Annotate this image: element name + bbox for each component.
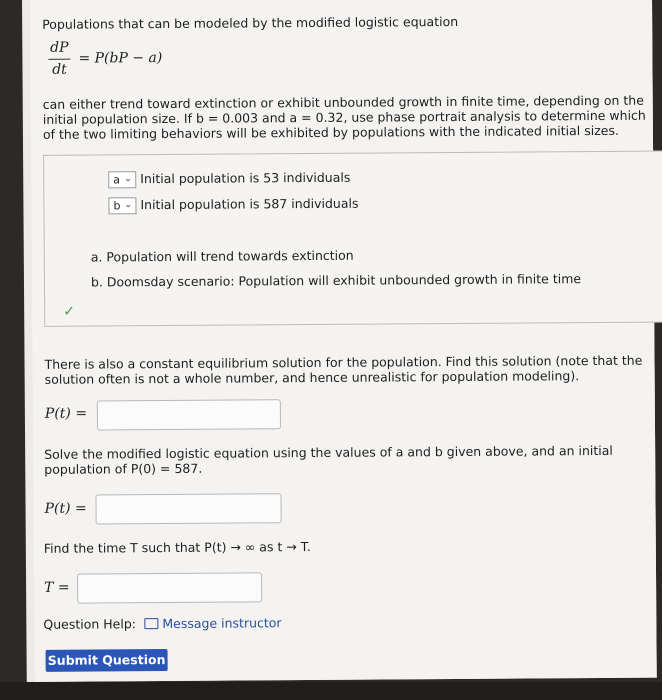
option-b: b. Doomsday scenario: Population will exhibit unbounded growth in finite time	[90, 271, 582, 290]
equilibrium-text-1: There is also a constant equilibrium solution for the population. Find this solution (note that the	[44, 352, 643, 372]
intro-paragraph-1: can either trend toward extinction or exhibit unbounded growth in finite time, depending on the	[42, 92, 644, 112]
time-input[interactable]	[77, 572, 262, 603]
eq-rhs: = P(bP − a)	[78, 50, 163, 67]
bottom-shadow	[0, 682, 662, 700]
solve-text-1: Solve the modified logistic equation using the values of a and b given above, and an initial	[44, 442, 613, 462]
solution-label: P(t) =	[44, 500, 87, 517]
submit-question-button[interactable]: Submit Question	[46, 649, 168, 672]
solve-text-2: population of P(0) = 587.	[44, 460, 203, 477]
question-help-label: Question Help:	[43, 616, 137, 632]
eq-denominator: dt	[52, 61, 67, 78]
equilibrium-input[interactable]	[97, 399, 281, 430]
time-label: T =	[44, 579, 70, 596]
match-select-1[interactable]	[108, 171, 136, 188]
intro-paragraph-3: of the two limiting behaviors will be exhibited by populations with the indicated initial sizes.	[42, 122, 619, 142]
envelope-icon	[144, 618, 158, 629]
question-sheet	[30, 0, 657, 682]
option-a: a. Population will trend towards extinction	[90, 247, 354, 265]
solution-input[interactable]	[95, 493, 281, 524]
match-label-2: Initial population is 587 individuals	[140, 195, 359, 213]
match-select-2-value: b	[113, 199, 121, 213]
time-text: Find the time T such that P(t) → ∞ as t → T.	[43, 538, 311, 556]
correct-check-icon: ✓	[63, 303, 75, 320]
intro-paragraph-2: initial population size. If b = 0.003 and a = 0.32, use phase portrait analysis to determine which	[42, 107, 646, 127]
chevron-down-icon: ⌄	[124, 199, 133, 211]
match-select-2[interactable]	[108, 197, 136, 214]
eq-fraction-bar	[48, 59, 70, 60]
match-select-1-value: a	[113, 173, 121, 187]
intro-line: Populations that can be modeled by the modified logistic equation	[42, 13, 459, 32]
message-instructor-link[interactable]	[144, 615, 281, 632]
eq-numerator: dP	[50, 39, 69, 56]
chevron-down-icon: ⌄	[123, 173, 133, 185]
worksheet-page	[22, 0, 657, 682]
matching-panel	[43, 151, 662, 327]
equilibrium-text-2: solution often is not a whole number, and hence unrealistic for population modeling).	[44, 368, 580, 387]
match-label-1: Initial population is 53 individuals	[140, 169, 351, 187]
equilibrium-label: P(t) =	[44, 405, 88, 422]
message-instructor-text: Message instructor	[162, 615, 282, 632]
